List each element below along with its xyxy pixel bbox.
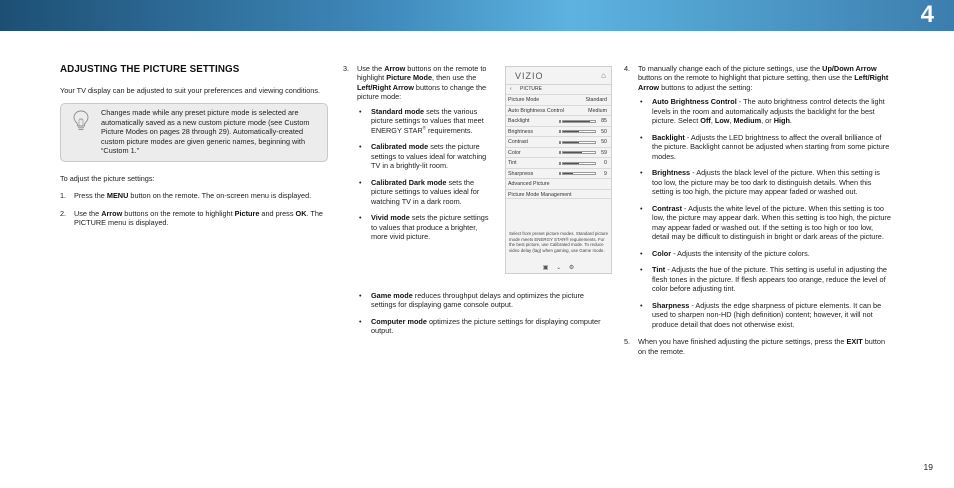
exit-button-ref: EXIT bbox=[846, 337, 863, 347]
setting-color bbox=[638, 249, 892, 258]
tv-row-label: Brightness bbox=[508, 128, 534, 135]
setting-brightness bbox=[638, 168, 892, 196]
mode-computer bbox=[357, 317, 611, 336]
tv-row-label: Advanced Picture bbox=[508, 181, 550, 187]
tv-row-slider-fill bbox=[563, 152, 582, 153]
menu-button-ref: MENU bbox=[106, 191, 129, 201]
step-2 bbox=[60, 209, 328, 228]
option-off: Off bbox=[700, 116, 711, 126]
tv-row-label: Color bbox=[508, 149, 521, 156]
tv-menu-breadcrumb bbox=[506, 85, 611, 94]
picture-settings-list bbox=[638, 97, 892, 329]
step-text: buttons on the remote to highlight that picture setting, then use the bbox=[638, 73, 855, 83]
registered-mark: ® bbox=[422, 125, 426, 131]
tv-row-value: 0 bbox=[604, 160, 607, 166]
tv-menu-row[interactable] bbox=[506, 189, 611, 200]
tv-row-value: 50 bbox=[601, 128, 607, 135]
separator: , or bbox=[761, 116, 774, 126]
mode-desc: requirements. bbox=[425, 125, 473, 135]
tv-menu-footer bbox=[506, 265, 611, 273]
tv-row-label: Sharpness bbox=[508, 170, 534, 177]
tv-menu-row[interactable] bbox=[506, 94, 611, 105]
mode-game bbox=[357, 291, 611, 310]
chevron-down-icon[interactable]: ⌄ bbox=[556, 265, 562, 271]
lightbulb-icon bbox=[73, 110, 89, 132]
tv-row-value: Medium bbox=[588, 107, 607, 114]
ok-button-ref: OK bbox=[295, 208, 307, 218]
mode-name: Calibrated Dark mode bbox=[371, 177, 447, 187]
setting-desc: - Adjusts the hue of the picture. This setting is useful in adjusting the flesh tones in the picture. If flesh appears too orange, reduce the level of color before adjusting tint. bbox=[652, 265, 887, 294]
tv-row-label: Auto Brightness Control bbox=[508, 107, 564, 114]
setting-name: Color bbox=[652, 248, 672, 258]
tv-menu-row[interactable] bbox=[506, 147, 611, 158]
arrow-button-ref: Arrow bbox=[384, 64, 406, 73]
tv-row-value: 85 bbox=[601, 118, 607, 124]
mode-calibrated-dark bbox=[357, 178, 491, 206]
tv-row-label: Contrast bbox=[508, 139, 529, 145]
step-number: 2. bbox=[60, 208, 67, 218]
tv-row-slider[interactable] bbox=[562, 141, 596, 144]
tv-menu-row[interactable] bbox=[506, 136, 611, 147]
tv-row-slider-fill bbox=[563, 142, 579, 143]
step-text: buttons on the remote to highlight bbox=[122, 208, 235, 218]
mode-desc: optimizes the picture settings for displaying computer output. bbox=[371, 316, 601, 336]
tv-row-slider[interactable] bbox=[562, 162, 596, 165]
setting-name: Contrast bbox=[652, 203, 682, 213]
tv-menu-description: Select from preset picture modes. Standard picture mode meets ENERGY STAR® requirements. For the best picture, use Calibrated mode. To reduce video delay (lag) when gaming, use Game mode. bbox=[509, 231, 609, 254]
setting-contrast bbox=[638, 204, 892, 242]
mode-desc: reduces throughput delays and optimizes the picture settings for displaying game console output. bbox=[371, 291, 584, 310]
mode-desc: sets the picture settings to values that produce a brighter, more vivid picture. bbox=[371, 213, 489, 242]
tv-menu-title: PICTURE bbox=[520, 86, 542, 92]
setting-desc: - The auto brightness control detects the light levels in the room and automatically adjusts the backlight for the best picture. Select bbox=[652, 97, 885, 126]
procedure-lead: To adjust the picture settings: bbox=[60, 173, 155, 183]
option-low: Low bbox=[714, 116, 730, 126]
section-title: ADJUSTING THE PICTURE SETTINGS bbox=[60, 64, 240, 75]
tv-row-slider[interactable] bbox=[562, 130, 596, 133]
setting-name: Tint bbox=[652, 265, 666, 275]
intro-paragraph: Your TV display can be adjusted to suit your preferences and viewing conditions. bbox=[60, 85, 321, 95]
step-text: . The PICTURE menu is displayed. bbox=[74, 208, 323, 228]
column-middle bbox=[343, 64, 491, 250]
picture-menu-ref: Picture bbox=[234, 208, 260, 218]
vizio-logo: VIZIO bbox=[515, 71, 544, 81]
tv-picture-menu bbox=[505, 66, 612, 274]
tv-row-label: Picture Mode Management bbox=[508, 191, 572, 198]
step-number: 3. bbox=[343, 64, 350, 73]
step-5 bbox=[624, 337, 892, 356]
mode-desc: sets the various picture settings to values that meet ENERGY STAR bbox=[371, 106, 484, 135]
chapter-banner bbox=[0, 0, 954, 31]
separator: , bbox=[710, 116, 715, 126]
separator: . bbox=[789, 116, 792, 126]
setting-name: Backlight bbox=[652, 132, 685, 142]
tv-menu-row[interactable] bbox=[506, 157, 611, 168]
tv-row-label: Tint bbox=[508, 160, 517, 166]
mode-name: Vivid mode bbox=[371, 213, 410, 223]
step-text: Use the bbox=[357, 64, 385, 73]
step-text: To manually change each of the picture settings, use the bbox=[638, 64, 823, 73]
tv-row-slider[interactable] bbox=[562, 120, 596, 123]
tv-row-value: 59 bbox=[601, 149, 607, 156]
tv-row-value: 9 bbox=[604, 170, 607, 177]
tv-menu-row[interactable] bbox=[506, 168, 611, 179]
setting-desc: - Adjusts the intensity of the picture colors. bbox=[671, 248, 810, 258]
mode-calibrated bbox=[357, 142, 491, 170]
tv-menu-row[interactable] bbox=[506, 126, 611, 137]
tv-row-value: Standard bbox=[585, 97, 607, 103]
step-text: and press bbox=[259, 208, 296, 218]
left-right-arrow-ref: Left/Right Arrow bbox=[357, 82, 414, 92]
mode-name: Computer mode bbox=[371, 316, 427, 326]
tv-row-label: Picture Mode bbox=[508, 97, 540, 103]
mode-standard bbox=[357, 107, 491, 135]
tv-menu-row[interactable] bbox=[506, 115, 611, 126]
tv-row-slider-fill bbox=[563, 163, 579, 164]
picture-modes-list-continued bbox=[357, 291, 611, 343]
tv-row-slider-fill bbox=[563, 121, 590, 122]
picture-modes-list bbox=[357, 107, 491, 242]
wide-icon[interactable]: ▣ bbox=[542, 265, 549, 271]
mode-desc: sets the picture settings to values ideal for watching TV in a dark room. bbox=[371, 177, 480, 206]
setting-tint bbox=[638, 265, 892, 293]
up-down-arrow-ref: Up/Down Arrow bbox=[822, 64, 877, 73]
steps-list bbox=[624, 64, 892, 356]
setting-desc: - Adjusts the LED brightness to affect the overall brilliance of the picture. Backlight cannot be adjusted when starting from some picture modes. bbox=[652, 132, 890, 161]
gear-icon[interactable]: ⚙ bbox=[568, 265, 575, 271]
step-text: Press the bbox=[74, 191, 107, 201]
column-left bbox=[60, 64, 328, 236]
step-text: buttons to adjust the setting: bbox=[659, 82, 753, 92]
setting-backlight bbox=[638, 133, 892, 161]
tv-menu-rows bbox=[506, 94, 611, 199]
steps-list bbox=[60, 191, 328, 227]
setting-name: Auto Brightness Control bbox=[652, 97, 737, 107]
mode-vivid bbox=[357, 213, 491, 241]
tv-row-slider-fill bbox=[563, 131, 579, 132]
setting-desc: - Adjusts the black level of the picture. When this setting is too low, the picture may be too dark to distinguish details. When this setting is too high, the picture may appear faded or washed out. bbox=[652, 168, 880, 197]
step-text: button on the remote. The on-screen menu is displayed. bbox=[128, 191, 312, 201]
step-1 bbox=[60, 191, 328, 200]
mode-name: Calibrated mode bbox=[371, 142, 429, 152]
note-text: Changes made while any preset picture mode is selected are automatically saved as a new custom picture mode (see Custom Picture Modes on pages 28 through 29). Automatically-created custom picture modes are given generic names, beginning with “Custom 1.” bbox=[101, 108, 310, 156]
tv-row-label: Backlight bbox=[508, 118, 530, 124]
left-right-arrow-ref: Left/Right Arrow bbox=[638, 73, 889, 92]
step-text: buttons to change the picture mode: bbox=[357, 82, 487, 102]
option-high: High bbox=[773, 116, 790, 126]
column-right bbox=[624, 64, 892, 364]
step-text: , then use the bbox=[432, 73, 477, 83]
step-text: buttons on the remote to highlight bbox=[357, 64, 487, 83]
step-number: 5. bbox=[624, 337, 631, 347]
note-box bbox=[60, 103, 328, 161]
tv-row-slider[interactable] bbox=[562, 151, 596, 154]
chapter-number: 4 bbox=[920, 1, 934, 28]
step-text: When you have finished adjusting the picture settings, press the bbox=[638, 337, 847, 347]
setting-name: Sharpness bbox=[652, 300, 690, 310]
step-3 bbox=[343, 64, 491, 242]
mode-desc: sets the picture settings to values ideal for watching TV in a brightly-lit room. bbox=[371, 142, 487, 171]
step-4 bbox=[624, 64, 892, 329]
setting-auto-brightness bbox=[638, 97, 892, 125]
option-medium: Medium bbox=[733, 116, 762, 126]
tv-menu-row[interactable] bbox=[506, 178, 611, 189]
setting-desc: - Adjusts the edge sharpness of picture elements. It can be used to sharpen non-HD (high definition) content; however, it will not produce detail that does not otherwise exist. bbox=[652, 300, 882, 329]
step-text: button on the remote. bbox=[638, 337, 886, 356]
setting-sharpness bbox=[638, 301, 892, 329]
setting-desc: - Adjusts the white level of the picture. When this setting is too low, the picture may appear dark. When this setting is too high, the picture may appear faded or washed out. If the setting is too high or too low, detail may be difficult to distinguish in bright or dark areas of the picture. bbox=[652, 203, 891, 242]
page-number: 19 bbox=[923, 462, 933, 472]
home-icon[interactable]: ⌂ bbox=[601, 71, 606, 80]
step-text: Use the bbox=[74, 208, 102, 218]
arrow-button-ref: Arrow bbox=[101, 208, 123, 218]
steps-list bbox=[343, 64, 491, 242]
picture-mode-ref: Picture Mode bbox=[386, 73, 433, 83]
tv-row-slider-fill bbox=[563, 173, 573, 174]
tv-row-slider[interactable] bbox=[562, 172, 596, 175]
tv-menu-row[interactable] bbox=[506, 105, 611, 116]
step-number: 4. bbox=[624, 64, 631, 73]
tv-row-value: 50 bbox=[601, 139, 607, 145]
mode-name: Standard mode bbox=[371, 106, 425, 116]
tv-menu-header bbox=[506, 67, 611, 85]
separator: , bbox=[729, 116, 734, 126]
step-number: 1. bbox=[60, 191, 67, 201]
mode-name: Game mode bbox=[371, 291, 413, 300]
back-arrow-icon[interactable]: ‹ bbox=[510, 86, 512, 92]
setting-name: Brightness bbox=[652, 168, 691, 178]
